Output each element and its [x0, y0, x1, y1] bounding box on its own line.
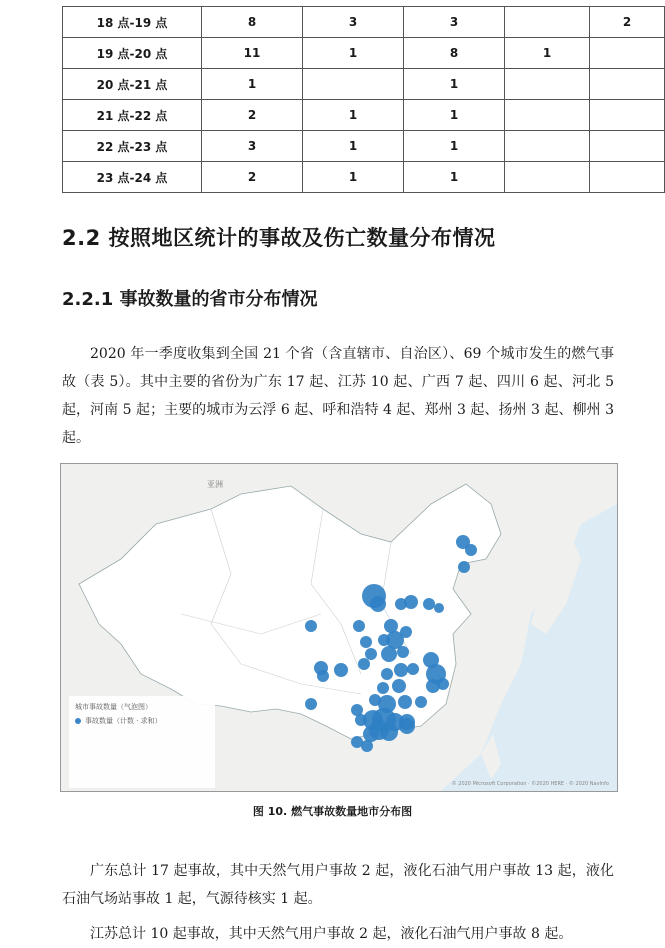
count-cell	[590, 38, 665, 69]
time-range-cell: 20 点-21 点	[63, 69, 202, 100]
city-bubble	[380, 723, 398, 741]
count-cell: 2	[202, 100, 303, 131]
city-bubble	[394, 663, 408, 677]
legend-title: 城市事故数量（气泡图）	[75, 703, 152, 711]
map-region-label: 亚洲	[207, 480, 223, 489]
time-range-cell: 19 点-20 点	[63, 38, 202, 69]
city-bubble	[398, 695, 412, 709]
table-row	[63, 131, 665, 162]
city-bubble	[305, 620, 317, 632]
count-cell: 1	[404, 100, 505, 131]
count-cell	[505, 69, 590, 100]
city-bubble	[397, 646, 409, 658]
city-bubble	[361, 740, 373, 752]
city-bubble	[317, 670, 329, 682]
count-cell: 1	[303, 100, 404, 131]
city-bubble	[423, 598, 435, 610]
count-cell	[590, 162, 665, 193]
hourly-accident-table	[62, 6, 665, 193]
count-cell	[590, 69, 665, 100]
count-cell: 1	[303, 131, 404, 162]
city-bubble	[392, 679, 406, 693]
table-row	[63, 69, 665, 100]
city-bubble	[358, 658, 370, 670]
count-cell: 2	[202, 162, 303, 193]
count-cell: 1	[404, 69, 505, 100]
city-bubble	[353, 620, 365, 632]
count-cell	[303, 69, 404, 100]
count-cell	[505, 131, 590, 162]
count-cell: 3	[404, 7, 505, 38]
legend-dot-icon	[75, 718, 81, 724]
map-legend	[69, 696, 215, 788]
count-cell: 8	[404, 38, 505, 69]
city-bubble	[437, 678, 449, 690]
count-cell: 3	[303, 7, 404, 38]
city-bubble	[384, 619, 398, 633]
time-range-cell: 23 点-24 点	[63, 162, 202, 193]
map-attribution: © 2020 Microsoft Corporation · ©2020 HERE · © 2020 NavInfo	[451, 781, 609, 787]
subsection-title: 2.2.1 事故数量的省市分布情况	[62, 289, 318, 310]
count-cell: 8	[202, 7, 303, 38]
city-bubble	[377, 682, 389, 694]
count-cell	[590, 100, 665, 131]
count-cell	[505, 7, 590, 38]
city-bubble	[381, 646, 397, 662]
count-cell: 1	[404, 131, 505, 162]
count-cell: 11	[202, 38, 303, 69]
accident-bubble-map	[60, 463, 618, 792]
table-row	[63, 100, 665, 131]
city-bubble	[305, 698, 317, 710]
count-cell: 1	[404, 162, 505, 193]
city-bubble	[407, 663, 419, 675]
legend-item: 事故数量（计数 · 求和）	[85, 717, 162, 725]
paragraph-jiangsu: 江苏总计 10 起事故，其中天然气用户事故 2 起，液化石油气用户事故 8 起。	[90, 926, 573, 942]
city-bubble	[415, 696, 427, 708]
city-bubble	[334, 663, 348, 677]
count-cell: 1	[303, 162, 404, 193]
figure-caption: 图 10. 燃气事故数量地市分布图	[252, 805, 413, 818]
city-bubble	[399, 718, 415, 734]
city-bubble	[434, 603, 444, 613]
city-bubble	[458, 561, 470, 573]
city-bubble	[465, 544, 477, 556]
count-cell	[590, 131, 665, 162]
table-row	[63, 38, 665, 69]
count-cell: 1	[303, 38, 404, 69]
count-cell: 1	[505, 38, 590, 69]
section-title: 2.2 按照地区统计的事故及伤亡数量分布情况	[62, 226, 496, 250]
table-row	[63, 7, 665, 38]
legend-row	[75, 716, 209, 726]
time-range-cell: 18 点-19 点	[63, 7, 202, 38]
time-range-cell: 22 点-23 点	[63, 131, 202, 162]
city-bubble	[370, 596, 386, 612]
city-bubble	[363, 726, 379, 742]
paragraph-guangdong: 广东总计 17 起事故，其中天然气用户事故 2 起，液化石油气用户事故 13 起，液化石油气场站事故 1 起，气源待核实 1 起。	[62, 863, 614, 907]
paragraph-province-summary: 2020 年一季度收集到全国 21 个省（含直辖市、自治区）、69 个城市发生的燃气事故（表 5）。其中主要的省份为广东 17 起、江苏 10 起、广西 7 起、四川 6 起、河北 5 起，河南 5 起；主要的城市为云浮 6 起、呼和浩特 4 起、郑州 3 起、扬州 3 起、柳州 3 起。	[62, 346, 614, 446]
city-bubble	[404, 595, 418, 609]
count-cell	[505, 162, 590, 193]
city-bubble	[381, 668, 393, 680]
count-cell: 1	[202, 69, 303, 100]
count-cell	[505, 100, 590, 131]
time-range-cell: 21 点-22 点	[63, 100, 202, 131]
city-bubble	[365, 648, 377, 660]
count-cell: 2	[590, 7, 665, 38]
count-cell: 3	[202, 131, 303, 162]
city-bubble	[360, 636, 372, 648]
table-row	[63, 162, 665, 193]
